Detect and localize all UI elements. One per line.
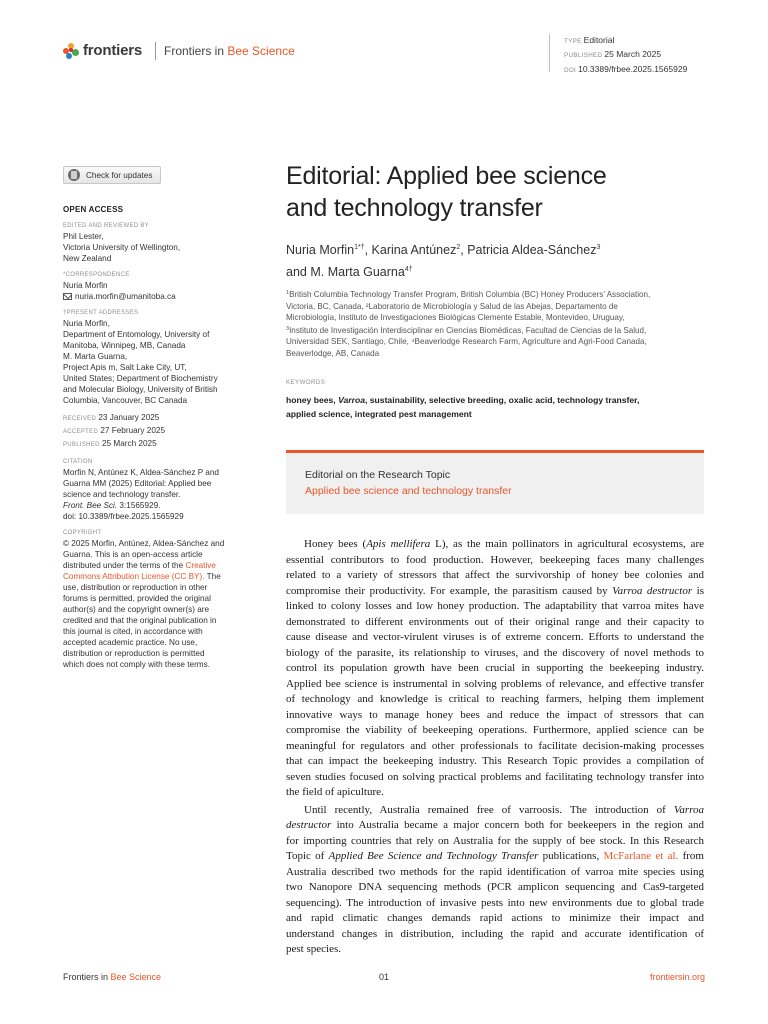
author-name[interactable]: M. Marta Guarna (310, 265, 405, 279)
copyright-line (63, 571, 248, 582)
keyword-italic: Varroa (338, 395, 365, 405)
body-line: that can impact the beekeeping industry. This Research Topic provides a compilation of (286, 755, 704, 767)
body-line: innovative ways to manage honey bees and reduce the impact of stressors that can (286, 708, 704, 721)
received-label: RECEIVED (63, 416, 97, 422)
body-line: pest species. (286, 943, 341, 955)
present-address-line: United States; Department of Biochemistry (63, 374, 218, 383)
body-text: compromise their productivity. For example, the parasitism caused by (286, 584, 613, 597)
research-topic-link[interactable]: Applied bee science and technology transfer (305, 485, 512, 497)
body-text: from (678, 850, 704, 862)
check-for-updates-icon (68, 169, 80, 181)
edited-by-section (63, 221, 248, 264)
affiliation-line: Microbiología, Instituto de Investigaciones Biológicas Clemente Estable, Montevideo, Uruguay, (286, 313, 625, 322)
body-line (286, 818, 704, 834)
affiliation-line: Universidad SEK, Santiago, Chile, ⁴Beaverlodge Research Farm, Agriculture and Agri-Food Canada, (286, 337, 647, 346)
received-value: 23 January 2025 (98, 413, 160, 422)
body-line (286, 537, 704, 553)
author-list: Nuria Morfin$^{1*\dagger}$, Karina Antúnez$^2$, Patricia Aldea-Sánchez$^3$ and M. Marta Guarna$^{4\dagger}$ (286, 243, 601, 279)
affiliation-line: Beaverlodge, AB, Canada (286, 348, 380, 358)
affil-sup: 1 (286, 290, 290, 296)
body-text: publications, (538, 850, 604, 862)
present-address-line: Department of Entomology, University of (63, 330, 210, 339)
species-name: Apis mellifera (366, 538, 431, 550)
citation-section (63, 457, 248, 522)
body-line: demonstrated to different environments out of their original range and their capacity to (286, 615, 704, 628)
check-for-updates-button[interactable] (63, 166, 161, 184)
present-addresses-label: †PRESENT ADDRESSES (63, 310, 139, 316)
copyright-label: COPYRIGHT (63, 530, 102, 536)
research-topic-box (286, 450, 704, 514)
page-header (63, 35, 713, 80)
meta-doi-label: DOI (564, 66, 577, 74)
meta-published (564, 48, 687, 62)
affil-text: Instituto de Investigación Interdisciplinar en Ciencias Biomédicas, Facultad de Ciencias de la Salud, (289, 325, 647, 335)
affiliation-line: Victoria, BC, Canada, ²Laboratorio de Microbiología y Salud de las Abejas, Departamento de (286, 301, 618, 311)
meta-published-value: 25 March 2025 (604, 49, 662, 60)
body-line: linked to colony losses and low honey production. The adaptability that varroa mites have (286, 600, 704, 612)
copyright-line: author(s) and the copyright owner(s) are (63, 605, 210, 614)
footer-journal[interactable] (63, 972, 161, 982)
logo-text: frontiers (83, 42, 143, 59)
species-name: Varroa (673, 803, 704, 816)
author-name[interactable]: Patricia Aldea-Sánchez (467, 243, 597, 257)
correspondence-email[interactable]: nuria.morfin@umanitoba.ca (75, 292, 176, 301)
body-line (286, 803, 704, 819)
edited-by-line: Phil Lester, (63, 232, 104, 241)
received-date (63, 412, 248, 425)
body-text: is (692, 584, 704, 597)
copyright-section (63, 528, 248, 670)
body-line: understand changes in distribution, including the rapid and accurate identification of (286, 927, 704, 940)
footer-journal-name: Bee Science (110, 972, 162, 982)
mail-icon (63, 293, 72, 300)
body-text: L), as the main pollinators in agricultural ecosystems, are (430, 538, 704, 550)
open-access-label: OPEN ACCESS (63, 205, 124, 214)
author-conjunction: and (286, 265, 311, 279)
present-addresses-section (63, 308, 248, 406)
citation-journal-line (63, 500, 248, 511)
correspondence-email-row (63, 291, 248, 302)
copyright-line: which does not comply with these terms. (63, 660, 210, 669)
body-line: Australia described two methods for the rapid identification of varroa mite species using (286, 865, 704, 878)
present-address-line: Project Apis m, Salt Lake City, UT, (63, 363, 187, 372)
author-affil-sup: 2 (456, 244, 461, 251)
sidebar (63, 166, 248, 670)
affil-sup: 3 (286, 325, 290, 332)
page-number: 01 (379, 972, 390, 982)
journal-title: Bee Science (227, 44, 295, 58)
citation-journal: Front. Bee Sci. (63, 501, 118, 510)
copyright-line (63, 560, 248, 571)
article-title (286, 160, 704, 224)
body-line: cause disease and vector-virulent viruses is of extreme concern. Efforts to understand the (286, 631, 704, 643)
citation-line: Morfin N, Antúnez K, Aldea-Sánchez P and (63, 468, 219, 477)
cc-by-link[interactable]: Creative (185, 561, 216, 570)
citation-volume: 3:1565929. (117, 501, 161, 510)
author-affil-sup: 3 (596, 244, 601, 251)
edited-by-label: EDITED AND REVIEWED BY (63, 223, 149, 229)
accepted-date (63, 425, 248, 438)
body-line: control its population growth have been crucial in supporting the beekeeping industry. (286, 662, 704, 674)
frontiers-logo[interactable] (63, 42, 142, 59)
meta-doi (564, 63, 687, 77)
meta-type (564, 34, 687, 48)
footer-site-link[interactable]: frontiersin.org (649, 972, 705, 982)
affil-text: British Columbia Technology Transfer Program, British Columbia (BC) Honey Producers’ Association, (289, 290, 651, 299)
body-text: Topic of (286, 850, 329, 862)
body-line (286, 849, 704, 865)
body-line: Applied bee science is instrumental in solving problems of relevance, and effective transfer (286, 677, 704, 690)
edited-by-line: New Zealand (63, 254, 112, 263)
cc-by-link[interactable]: Commons Attribution License (CC BY). (63, 572, 205, 581)
body-line: sequencing). The introduction of invasive pests into new environments due to global trade (286, 896, 704, 909)
keyword-text: applied science, integrated pest management (286, 408, 472, 419)
meta-type-value: Editorial (583, 35, 615, 45)
copyright-line: this journal is cited, in accordance with (63, 627, 203, 636)
body-line: meaningful for regulators and other professionals to facilitate decision-making processes (286, 739, 704, 752)
keywords (286, 394, 704, 421)
keyword-text: , sustainability, selective breeding, oxalic acid, technology transfer, (364, 395, 640, 405)
body-line: essential contributors to food production. However, beekeeping faces many challenges (286, 553, 704, 566)
affiliations (286, 288, 704, 359)
citation-label: CITATION (63, 459, 93, 465)
copyright-line: use, distribution or reproduction in other (63, 583, 208, 592)
meta-published-label: PUBLISHED (564, 52, 603, 60)
correspondence-name: Nuria Morfin (63, 281, 108, 290)
copyright-line: credited and that the original publication in (63, 616, 217, 625)
body-line: related to a variety of stressors that affect the survivorship of honey bee colonies and (286, 569, 704, 581)
body-line (286, 584, 704, 600)
published-value: 25 March 2025 (102, 439, 157, 448)
present-address-line: and Molecular Biology, University of British (63, 385, 218, 394)
citation-line: Guarna MM (2025) Editorial: Applied bee (63, 479, 212, 488)
present-address-line: Columbia, Vancouver, BC Canada (63, 396, 188, 405)
body-line: the field of apiculture. (286, 786, 384, 798)
keyword-text: honey bees, (286, 395, 339, 405)
affiliation-line (286, 324, 704, 337)
title-line: and technology transfer (286, 194, 543, 222)
copyright-line: accepted academic practice. No use, (63, 638, 198, 647)
present-address-line: Nuria Morfin, (63, 319, 110, 328)
affiliation-line (286, 288, 704, 301)
frontiers-logo-icon (63, 43, 79, 59)
published-label: PUBLISHED (63, 442, 100, 448)
research-topic-label: Editorial on the Research Topic (305, 469, 451, 481)
reference-link[interactable]: McFarlane et al. (603, 850, 679, 862)
author-name[interactable]: Nuria Morfin (286, 243, 355, 257)
author-affil-sup: 4† (404, 266, 413, 273)
article-body (286, 537, 704, 958)
species-name: Varroa destructor (612, 584, 693, 597)
body-line: of technology and knowledge is critical to reaching farmers, helping them implement (286, 693, 704, 705)
copyright-line: © 2025 Morfin, Antúnez, Aldea-Sánchez and (63, 539, 225, 548)
correspondence-label: *CORRESPONDENCE (63, 272, 130, 278)
accepted-label: ACCEPTED (63, 429, 99, 435)
journal-prefix: Frontiers in (164, 44, 228, 58)
species-name: destructor (286, 819, 332, 831)
author-name[interactable]: Karina Antúnez (371, 243, 457, 257)
keywords-label: KEYWORDS (286, 379, 326, 386)
published-date (63, 438, 248, 451)
meta-type-label: TYPE (564, 38, 582, 45)
accepted-value: 27 February 2025 (100, 426, 165, 435)
body-line: two Nanopore DNA sequencing methods (PCR amplicon sequencing and Cas9-targeted (286, 881, 704, 893)
topic-title: Applied Bee Science and Technology Transfer (328, 850, 539, 862)
header-divider (155, 42, 156, 60)
check-updates-label: Check for updates (86, 170, 153, 180)
body-line: for importing countries that rely on Australia for the supply of bee stock. In this Research (286, 834, 704, 847)
edited-by-line: Victoria University of Wellington, (63, 243, 181, 252)
body-line: seven studies focused on solving practical problems and facilitating technology transfer into (286, 770, 704, 783)
body-line: biology of the parasite, its relationship to viruses, and the discovery of novel methods to (286, 646, 704, 659)
author-affil-sup: 1*† (354, 244, 365, 251)
citation-line: science and technology transfer. (63, 490, 181, 499)
copyright-line: forums is permitted, provided the original (63, 594, 211, 603)
body-text: Honey bees ( (304, 538, 367, 550)
footer-journal-prefix: Frontiers in (63, 972, 111, 982)
correspondence-section (63, 270, 248, 302)
meta-doi-link[interactable]: 10.3389/frbee.2025.1565929 (578, 63, 688, 74)
copyright-text: The (204, 572, 221, 581)
body-text: Until recently, Australia remained free of varroosis. The introduction of (304, 803, 674, 816)
body-line: and rapid climatic changes demands rapid actions to minimize their impact and (286, 912, 704, 924)
journal-name[interactable] (164, 44, 295, 58)
dates-section (63, 412, 248, 451)
present-address-line: Manitoba, Winnipeg, MB, Canada (63, 341, 186, 350)
article-meta (549, 34, 687, 72)
article-main (286, 160, 704, 958)
title-line: Editorial: Applied bee science (286, 162, 607, 190)
copyright-line: Guarna. This is an open-access article (63, 550, 203, 559)
present-address-line: M. Marta Guarna, (63, 352, 128, 361)
citation-doi[interactable]: doi: 10.3389/frbee.2025.1565929 (63, 512, 184, 521)
body-line: compromise the viability of beekeeping operations. Furthermore, applied science can be (286, 724, 704, 736)
copyright-text: distributed under the terms of the (63, 561, 186, 570)
body-text: into Australia became a major concern both for beekeepers in the region and (331, 819, 704, 831)
copyright-line: distribution or reproduction is permitted (63, 649, 205, 658)
